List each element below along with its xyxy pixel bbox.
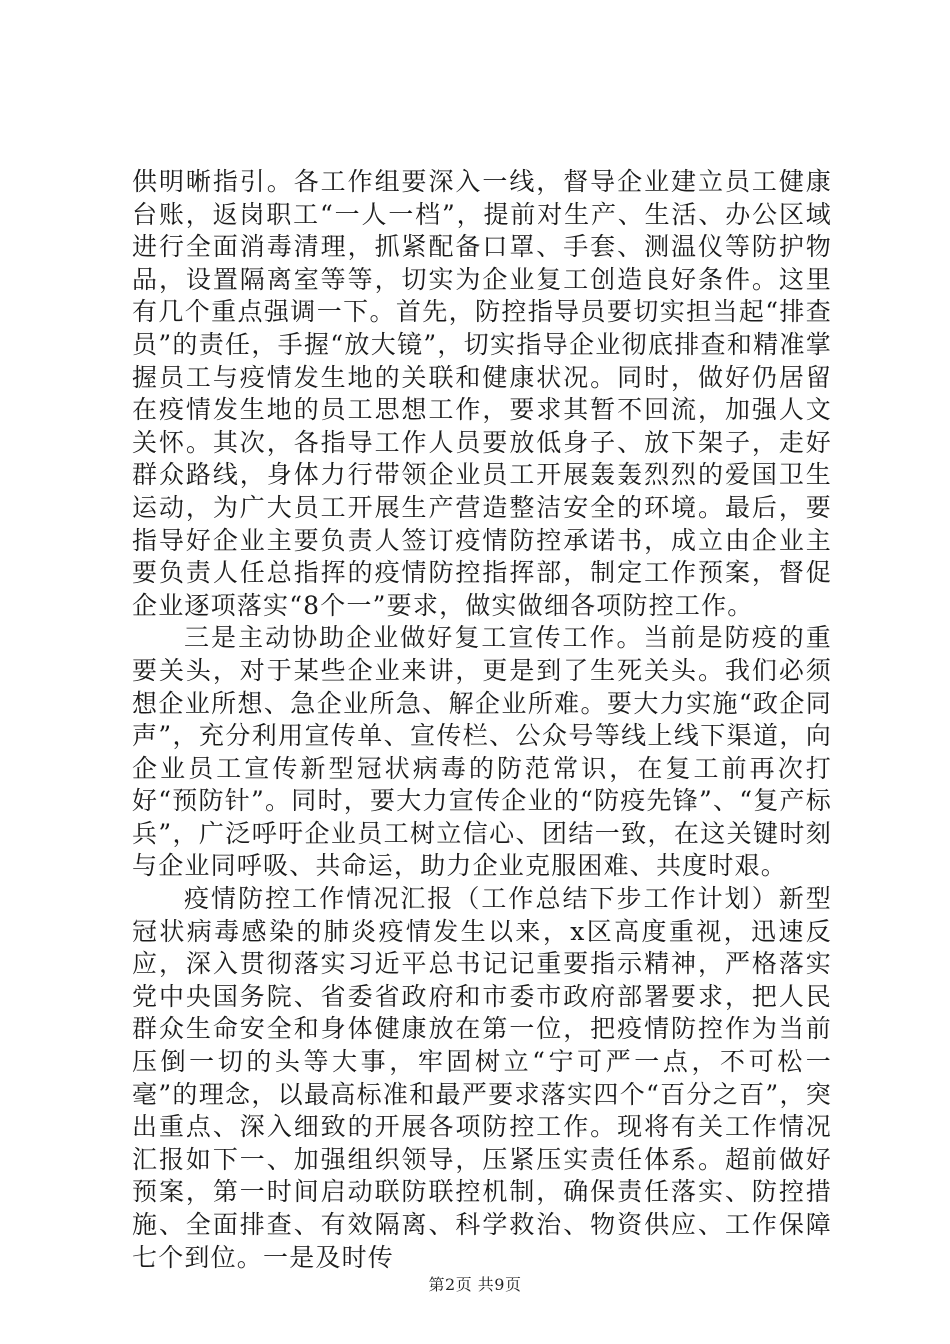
page-number-label: 第2页 共9页 xyxy=(428,1275,522,1294)
paragraph-1: 供明晰指引。各工作组要深入一线，督导企业建立员工健康台账，返岗职工“一人一档”，提前对生产、生活、办公区域进行全面消毒清理，抓紧配备口罩、手套、测温仪等防护物品，设置隔离室等等，切实为企业复工创造良好条件。这里有几个重点强调一下。首先，防控指导员要切实担当起“排查员”的责任，手握“放大镜”，切实指导企业彻底排查和精准掌握员工与疫情发生地的关联和健康状况。同时，做好仍居留在疫情发生地的员工思想工作，要求其暂不回流，加强人文关怀。其次，各指导工作人员要放低身子、放下架子，走好群众路线，身体力行带领企业员工开展轰轰烈烈的爱国卫生运动，为广大员工开展生产营造整洁安全的环境。最后，要指导好企业主要负责人签订疫情防控承诺书，成立由企业主要负责人任总指挥的疫情防控指挥部，制定工作预案，督促企业逐项落实“8个一”要求，做实做细各项防控工作。 xyxy=(132,167,832,620)
page-footer xyxy=(0,1272,950,1295)
paragraph-3: 疫情防控工作情况汇报（工作总结下步工作计划）新型冠状病毒感染的肺炎疫情发生以来，x区高度重视，迅速反应，深入贯彻落实习近平总书记记重要指示精神，严格落实党中央国务院、省委省政府和市委市政府部署要求，把人民群众生命安全和身体健康放在第一位，把疫情防控作为当前压倒一切的头等大事，牢固树立“宁可严一点，不可松一毫”的理念，以最高标准和最严要求落实四个“百分之百”，突出重点、深入细致的开展各项防控工作。现将有关工作情况汇报如下一、加强组织领导，压紧压实责任体系。超前做好预案，第一时间启动联防联控机制，确保责任落实、防控措施、全面排查、有效隔离、科学救治、物资供应、工作保障七个到位。一是及时传 xyxy=(132,884,832,1272)
paragraph-2: 三是主动协助企业做好复工宣传工作。当前是防疫的重要关头，对于某些企业来讲，更是到了生死关头。我们必须想企业所想、急企业所急、解企业所难。要大力实施“政企同声”，充分利用宣传单、宣传栏、公众号等线上线下渠道，向企业员工宣传新型冠状病毒的防范常识，在复工前再次打好“预防针”。同时，要大力宣传企业的“防疫先锋”、“复产标兵”，广泛呼吁企业员工树立信心、团结一致，在这关键时刻与企业同呼吸、共命运，助力企业克服困难、共度时艰。 xyxy=(132,623,832,881)
body-text xyxy=(132,166,832,1274)
